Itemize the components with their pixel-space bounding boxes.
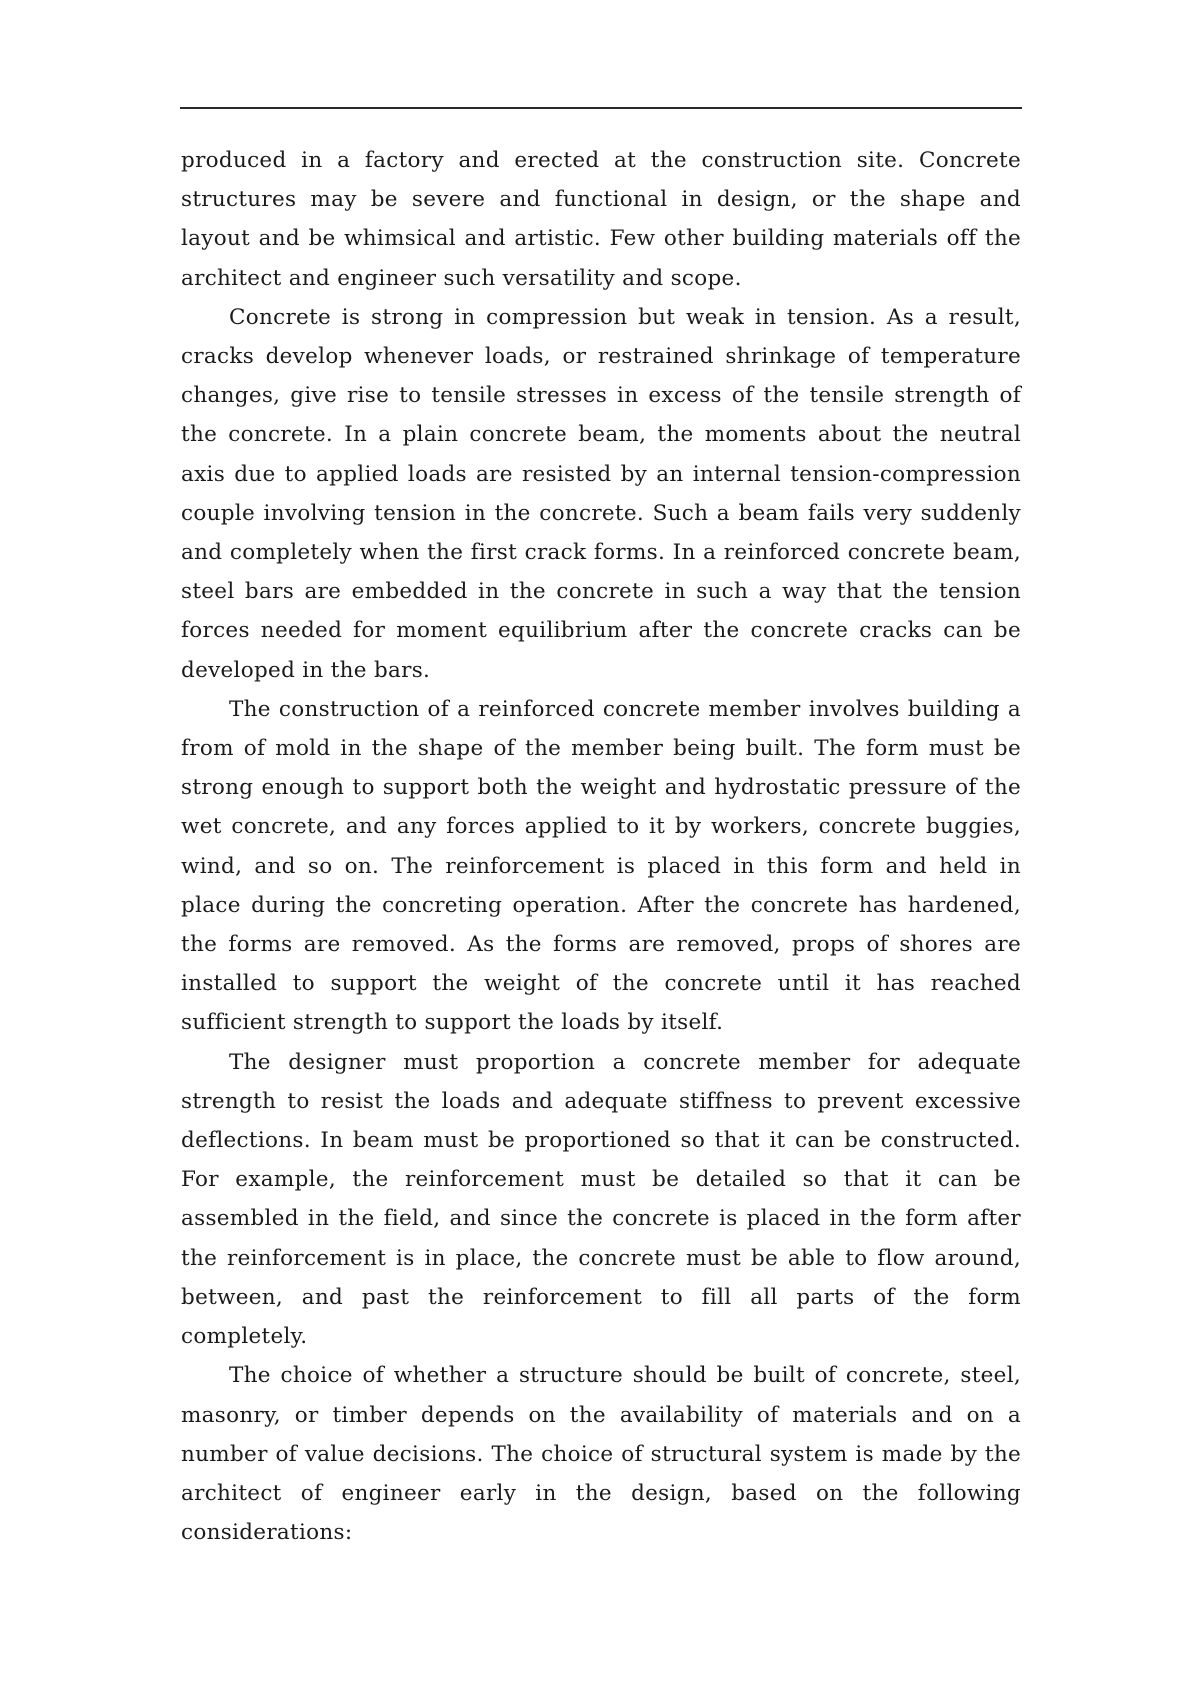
paragraph-1: produced in a factory and erected at the construction site. Concrete structures may be severe and functional in design, or the shape and layout and be whimsical and artistic. Few other building materials off the architect and engineer such versatility and scope. — [181, 148, 1021, 291]
paragraph-4: The designer must proportion a concrete member for adequate strength to resist the loads and adequate stiffness to prevent excessive deflections. In beam must be proportioned so that it can be constructed. For example, the reinforcement must be detailed so that it can be assembled in the field, and since the concrete is placed in the form after the reinforcement is in place, the concrete must be able to flow around, between, and past the reinforcement to fill all parts of the form completely. — [181, 1049, 1021, 1350]
paragraph-5: The choice of whether a structure should be built of concrete, steel, masonry, or timber depends on the availability of materials and on a number of value decisions. The choice of structural system is made by the architect of engineer early in the design, based on the following considerations: — [181, 1363, 1021, 1546]
paragraph-3: The construction of a reinforced concrete member involves building a from of mold in the shape of the member being built. The form must be strong enough to support both the weight and hydrostatic pressure of the wet concrete, and any forces applied to it by workers, concrete buggies, wind, and so on. The reinforcement is placed in this form and held in place during the concreting operation. After the concrete has hardened, the forms are removed. As the forms are removed, props of shores are installed to support the weight of the concrete until it has reached sufficient strength to support the loads by itself. — [181, 696, 1021, 1036]
paragraph-2: Concrete is strong in compression but weak in tension. As a result, cracks develop whenever loads, or restrained shrinkage of temperature changes, give rise to tensile stresses in excess of the tensile strength of the concrete. In a plain concrete beam, the moments about the neutral axis due to applied loads are resisted by an internal tension-compression couple involving tension in the concrete. Such a beam fails very suddenly and completely when the first crack forms. In a reinforced concrete beam, steel bars are embedded in the concrete in such a way that the tension forces needed for moment equilibrium after the concrete cracks can be developed in the bars. — [181, 304, 1021, 683]
header-rule — [180, 107, 1022, 109]
body-text — [181, 141, 1021, 1552]
